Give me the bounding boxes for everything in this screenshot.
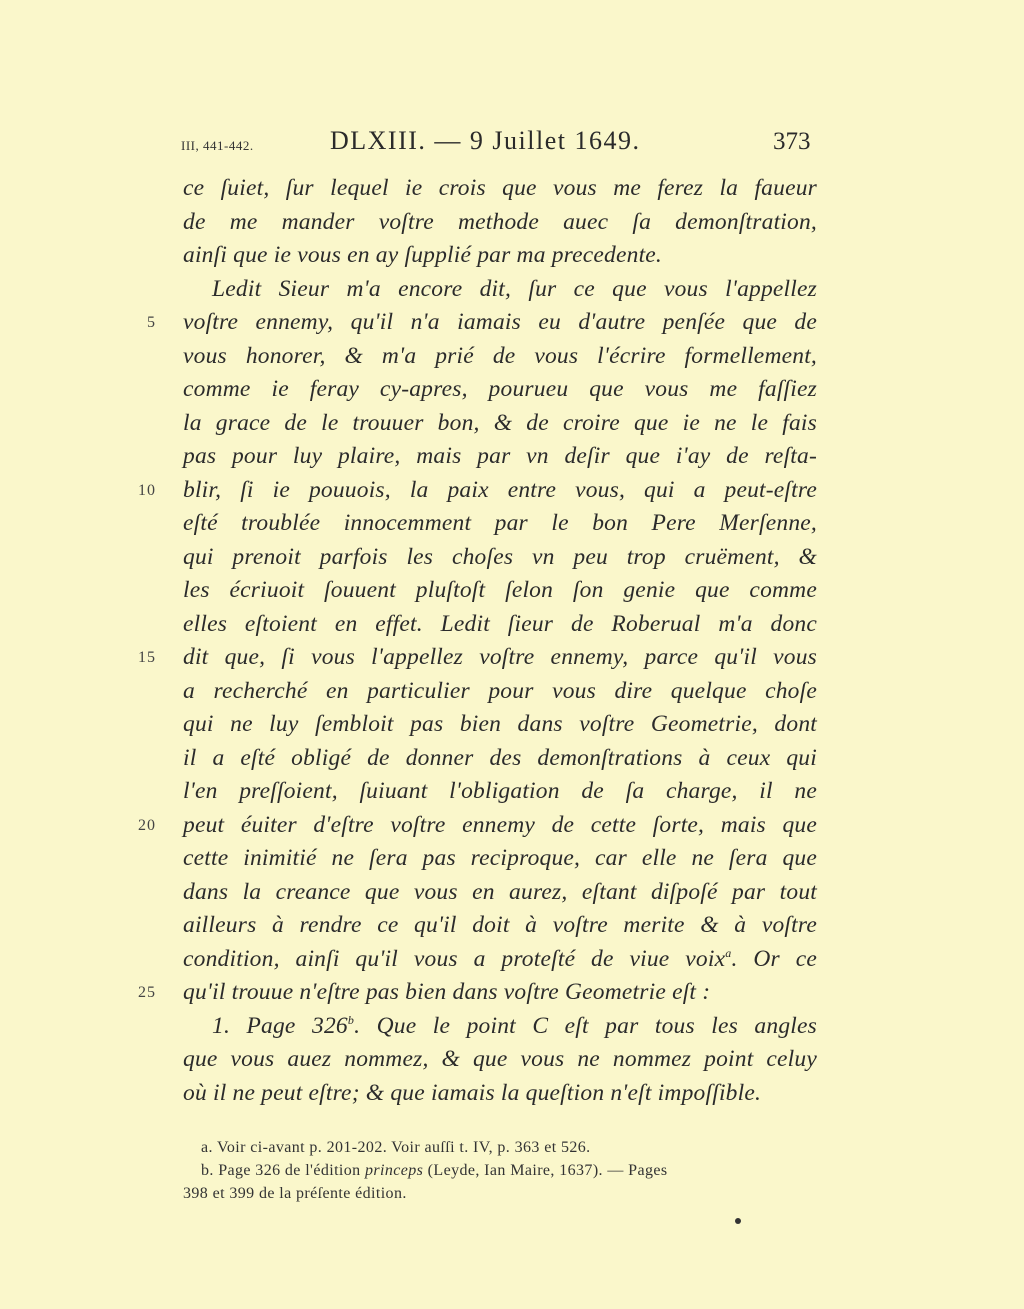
text-line bbox=[0, 507, 1024, 541]
line-text bbox=[183, 943, 817, 977]
text-line bbox=[0, 608, 1024, 642]
page-header bbox=[0, 124, 1024, 164]
line-text bbox=[183, 708, 817, 742]
line-text bbox=[183, 340, 817, 374]
text-line bbox=[0, 373, 1024, 407]
text-line bbox=[0, 239, 1024, 273]
line-text bbox=[183, 976, 817, 1010]
text-line bbox=[0, 273, 1024, 307]
line-text bbox=[183, 239, 817, 273]
line-text bbox=[183, 742, 817, 776]
text-line bbox=[0, 474, 1024, 508]
footnote-b-em: princeps bbox=[364, 1162, 424, 1179]
line-text-after: . Que le point C eſt par tous les angles bbox=[354, 1012, 817, 1039]
line-text-main: qui prenoit parfois les choſes vn peu trop cruëment, & bbox=[183, 543, 817, 570]
ink-dot bbox=[735, 1218, 741, 1224]
line-number: 10 bbox=[138, 481, 156, 499]
line-text-main: comme ie feray cy-apres, pourueu que vous me faſſiez bbox=[183, 376, 817, 402]
text-line bbox=[0, 340, 1024, 374]
footnote-b bbox=[183, 1159, 823, 1182]
line-text-main: elles eſtoient en effet. Ledit ſieur de Roberual m'a donc bbox=[183, 610, 817, 637]
line-text-main: qui ne luy ſembloit pas bien dans voſtre Geometrie, dont bbox=[183, 711, 817, 737]
footnote-b-post: (Leyde, Ian Maire, 1637). — Pages bbox=[423, 1162, 668, 1179]
text-line bbox=[0, 440, 1024, 474]
line-text-main: que vous auez nommez, & que vous ne nommez point celuy bbox=[183, 1046, 817, 1072]
line-text-main: peut éuiter d'eſtre voſtre ennemy de cette ſorte, mais que bbox=[183, 811, 817, 838]
line-text-main: ailleurs à rendre ce qu'il doit à voſtre merite & à voſtre bbox=[183, 912, 817, 938]
line-text bbox=[183, 440, 817, 474]
line-text bbox=[183, 842, 817, 876]
line-number: 25 bbox=[138, 984, 156, 1001]
line-text-main: qu'il trouue n'eſtre pas bien dans voſtre Geometrie eſt : bbox=[183, 979, 711, 1005]
line-text-main: ce ſuiet, ſur lequel ie crois que vous me ferez la faueur bbox=[183, 175, 817, 201]
line-text bbox=[212, 1010, 817, 1044]
volume-reference: III, 441-442. bbox=[181, 138, 254, 153]
line-text-main: dans la creance que vous en aurez, eſtant diſpoſé par tout bbox=[183, 878, 817, 905]
page-number: 373 bbox=[773, 128, 811, 155]
text-line bbox=[0, 876, 1024, 910]
text-line bbox=[0, 1077, 1024, 1111]
text-line bbox=[0, 1010, 1024, 1044]
line-text bbox=[183, 306, 817, 340]
line-text-main: cette inimitié ne ſera pas reciproque, car elle ne ſera que bbox=[183, 845, 817, 871]
text-line bbox=[0, 809, 1024, 843]
line-text bbox=[183, 172, 817, 206]
line-text bbox=[183, 641, 817, 675]
text-line bbox=[0, 909, 1024, 943]
line-text bbox=[183, 876, 817, 910]
line-text-main: pas pour luy plaire, mais par vn deſir que i'ay de reſta- bbox=[183, 443, 817, 469]
text-line bbox=[0, 206, 1024, 240]
text-line bbox=[0, 641, 1024, 675]
letter-body bbox=[0, 172, 1024, 1110]
text-line bbox=[0, 306, 1024, 340]
text-line bbox=[0, 172, 1024, 206]
line-text bbox=[183, 608, 817, 642]
line-text-main: voſtre ennemy, qu'il n'a iamais eu d'autre penſée que de bbox=[183, 309, 817, 335]
line-text bbox=[183, 541, 817, 575]
footnote-b-continued: 398 et 399 de la préſente édition. bbox=[183, 1185, 407, 1202]
line-text-main: condition, ainſi qu'il vous a proteſté de viue voix bbox=[183, 945, 726, 972]
text-line bbox=[0, 842, 1024, 876]
footnotes bbox=[183, 1136, 823, 1205]
footnote-marker[interactable]: a bbox=[725, 945, 732, 960]
text-line bbox=[0, 976, 1024, 1010]
line-text bbox=[183, 574, 817, 608]
text-line bbox=[0, 407, 1024, 441]
text-line bbox=[0, 708, 1024, 742]
footnote-a: a. Voir ci-avant p. 201-202. Voir auſſi t. IV, p. 363 et 526. bbox=[201, 1139, 591, 1156]
line-text-main: de me mander voſtre methode auec ſa demonſtration, bbox=[183, 208, 817, 235]
line-text bbox=[183, 775, 817, 809]
line-text bbox=[183, 474, 817, 508]
line-text-main: il a eſté obligé de donner des demonſtrations à ceux qui bbox=[183, 744, 817, 771]
line-number: 5 bbox=[147, 314, 156, 331]
line-text bbox=[183, 1043, 817, 1077]
text-line bbox=[0, 943, 1024, 977]
line-number: 20 bbox=[138, 816, 156, 834]
line-text-main: l'en preſſoient, ſuiuant l'obligation de ſa charge, il ne bbox=[183, 778, 817, 804]
line-text-main: vous honorer, & m'a prié de vous l'écrire formellement, bbox=[183, 342, 817, 369]
line-text-main: eſté troublée innocemment par le bon Pere Merſenne, bbox=[183, 510, 817, 536]
line-text bbox=[183, 909, 817, 943]
line-text-main: blir, ſi ie pouuois, la paix entre vous, qui a peut-eſtre bbox=[183, 476, 817, 503]
line-text-main: dit que, ſi vous l'appellez voſtre ennemy, parce qu'il vous bbox=[183, 644, 817, 670]
line-text bbox=[183, 809, 817, 843]
line-text bbox=[183, 675, 817, 709]
line-text bbox=[183, 1077, 817, 1111]
line-text bbox=[183, 206, 817, 240]
text-line bbox=[0, 541, 1024, 575]
line-text-main: 1. Page 326 bbox=[212, 1012, 348, 1039]
line-number: 15 bbox=[138, 649, 156, 666]
letter-title: DLXIII. — 9 Juillet 1649. bbox=[330, 126, 641, 155]
line-text-main: où il ne peut eſtre; & que iamais la queſtion n'eſt impoſſible. bbox=[183, 1079, 762, 1106]
line-text-main: ainſi que ie vous en ay ſupplié par ma precedente. bbox=[183, 242, 663, 268]
line-text-after: . Or ce bbox=[731, 945, 817, 972]
line-text-main: a recherché en particulier pour vous dire quelque choſe bbox=[183, 677, 817, 704]
line-text bbox=[183, 407, 817, 441]
line-text bbox=[183, 373, 817, 407]
footnote-b-pre: b. Page 326 de l'édition bbox=[201, 1162, 365, 1179]
text-line bbox=[0, 775, 1024, 809]
footnote-marker[interactable]: b bbox=[347, 1012, 355, 1027]
text-line bbox=[0, 574, 1024, 608]
text-line bbox=[0, 1043, 1024, 1077]
line-text bbox=[183, 507, 817, 541]
text-line bbox=[0, 742, 1024, 776]
line-text-main: la grace de le trouuer bon, & de croire que ie ne le fais bbox=[183, 409, 817, 436]
line-text bbox=[212, 273, 817, 307]
line-text-main: Ledit Sieur m'a encore dit, ſur ce que vous l'appellez bbox=[212, 275, 817, 302]
line-text-main: les écriuoit ſouuent pluſtoſt ſelon ſon genie que comme bbox=[183, 577, 817, 603]
text-line bbox=[0, 675, 1024, 709]
